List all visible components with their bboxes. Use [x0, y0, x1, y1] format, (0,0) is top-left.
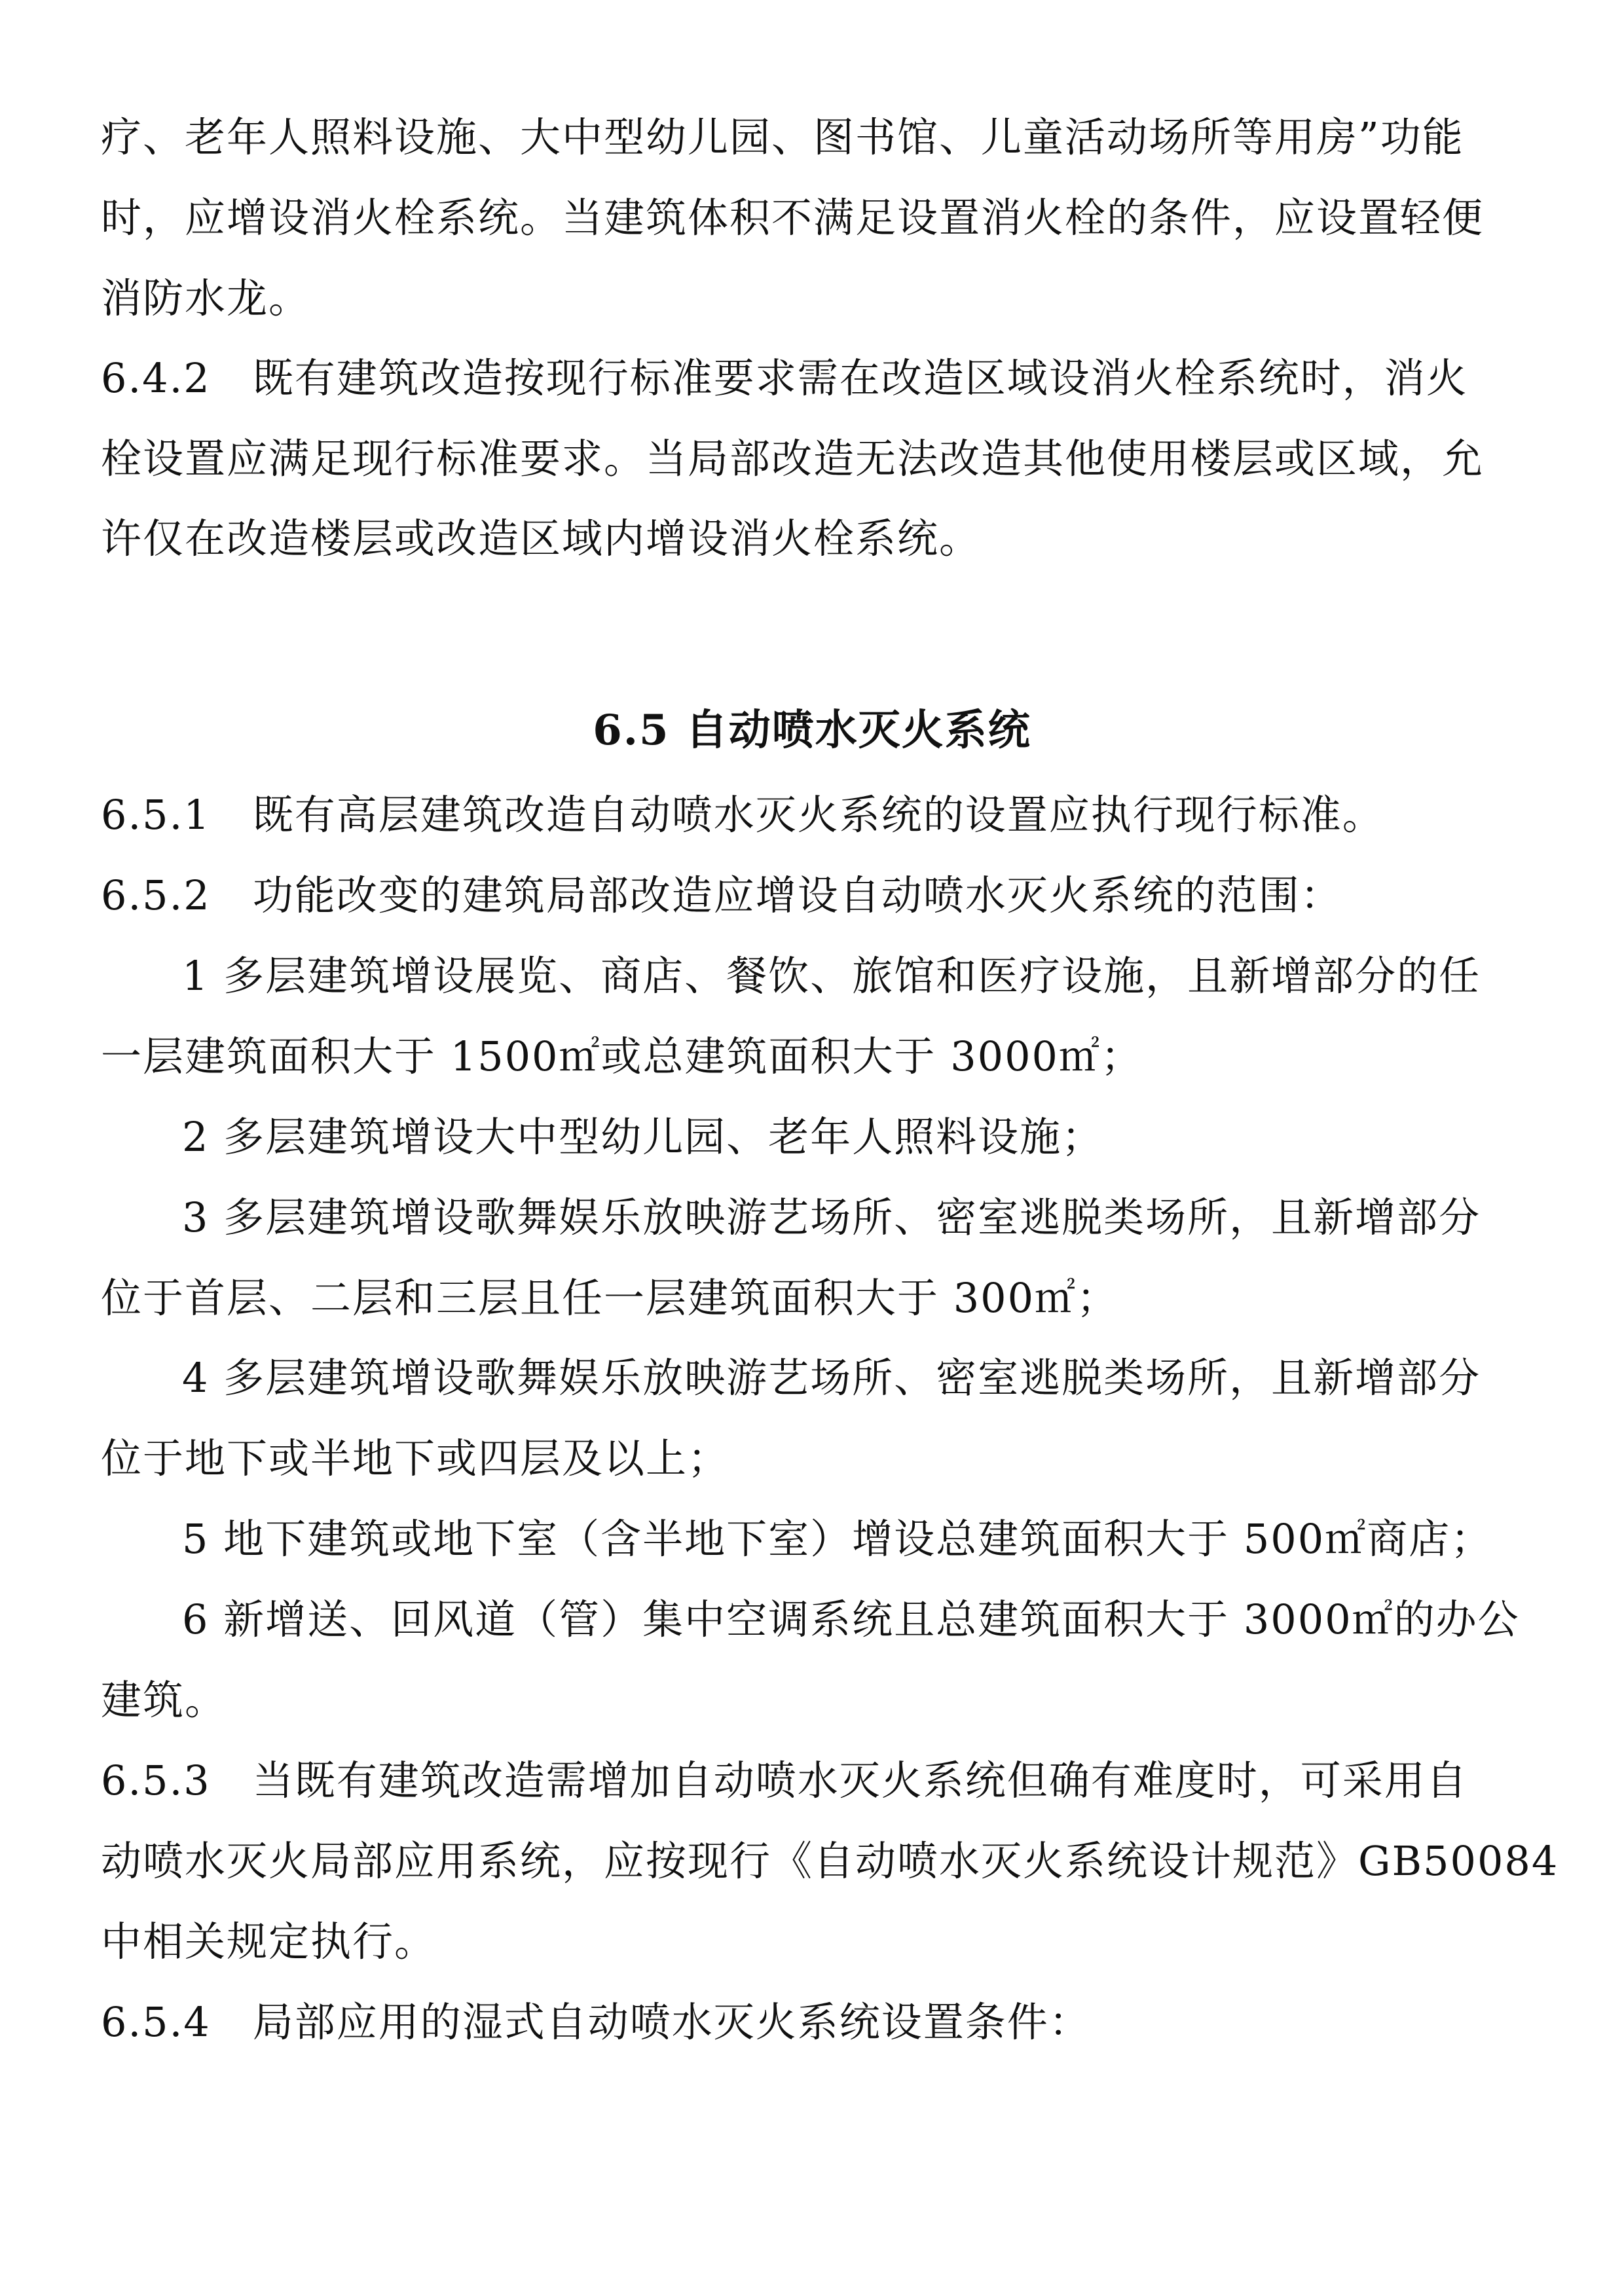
list-item-3: 3 多层建筑增设歌舞娱乐放映游艺场所、密室逃脱类场所，且新增部分: [182, 1194, 1481, 1241]
list-item-2: 2 多层建筑增设大中型幼儿园、老年人照料设施；: [182, 1113, 1104, 1161]
clause-6-5-2: 6.5.2 功能改变的建筑局部改造应增设自动喷水灭火系统的范围：: [101, 871, 1342, 919]
clause-6-5-4: 6.5.4 局部应用的湿式自动喷水灭火系统设置条件：: [101, 1998, 1091, 2046]
list-item-4-cont: 位于地下或半地下或四层及以上；: [101, 1434, 730, 1482]
paragraph-line: 时，应增设消火栓系统。当建筑体积不满足设置消火栓的条件，应设置轻便: [101, 194, 1485, 242]
clause-6-4-2: 6.4.2 既有建筑改造按现行标准要求需在改造区域设消火栓系统时，消火: [101, 354, 1468, 402]
list-item-1: 1 多层建筑增设展览、商店、餐饮、旅馆和医疗设施，且新增部分的任: [182, 952, 1481, 1000]
list-item-6-cont: 建筑。: [101, 1676, 227, 1724]
clause-6-5-3-cont: 中相关规定执行。: [101, 1918, 437, 1965]
paragraph-line: 栓设置应满足现行标准要求。当局部改造无法改造其他使用楼层或区域，允: [101, 435, 1485, 483]
list-item-3-cont: 位于首层、二层和三层且任一层建筑面积大于 300㎡；: [101, 1274, 1119, 1322]
section-heading: 6.5 自动喷水灭火系统: [593, 706, 1031, 755]
paragraph-line: 许仅在改造楼层或改造区域内增设消火栓系统。: [101, 515, 982, 562]
clause-6-5-3-cont: 动喷水灭火局部应用系统，应按现行《自动喷水灭火系统设计规范》GB50084: [101, 1837, 1559, 1885]
clause-6-5-3: 6.5.3 当既有建筑改造需增加自动喷水灭火系统但确有难度时，可采用自: [101, 1757, 1468, 1804]
list-item-5: 5 地下建筑或地下室（含半地下室）增设总建筑面积大于 500㎡商店；: [182, 1515, 1493, 1563]
clause-6-5-1: 6.5.1 既有高层建筑改造自动喷水灭火系统的设置应执行现行标准。: [101, 791, 1384, 839]
list-item-6: 6 新增送、回风道（管）集中空调系统且总建筑面积大于 3000㎡的办公: [182, 1595, 1520, 1643]
list-item-4: 4 多层建筑增设歌舞娱乐放映游艺场所、密室逃脱类场所，且新增部分: [182, 1354, 1481, 1402]
list-item-1-cont: 一层建筑面积大于 1500㎡或总建筑面积大于 3000㎡；: [101, 1032, 1143, 1080]
paragraph-line: 消防水龙。: [101, 274, 311, 322]
paragraph-line: 疗、老年人照料设施、大中型幼儿园、图书馆、儿童活动场所等用房”功能: [101, 113, 1464, 161]
